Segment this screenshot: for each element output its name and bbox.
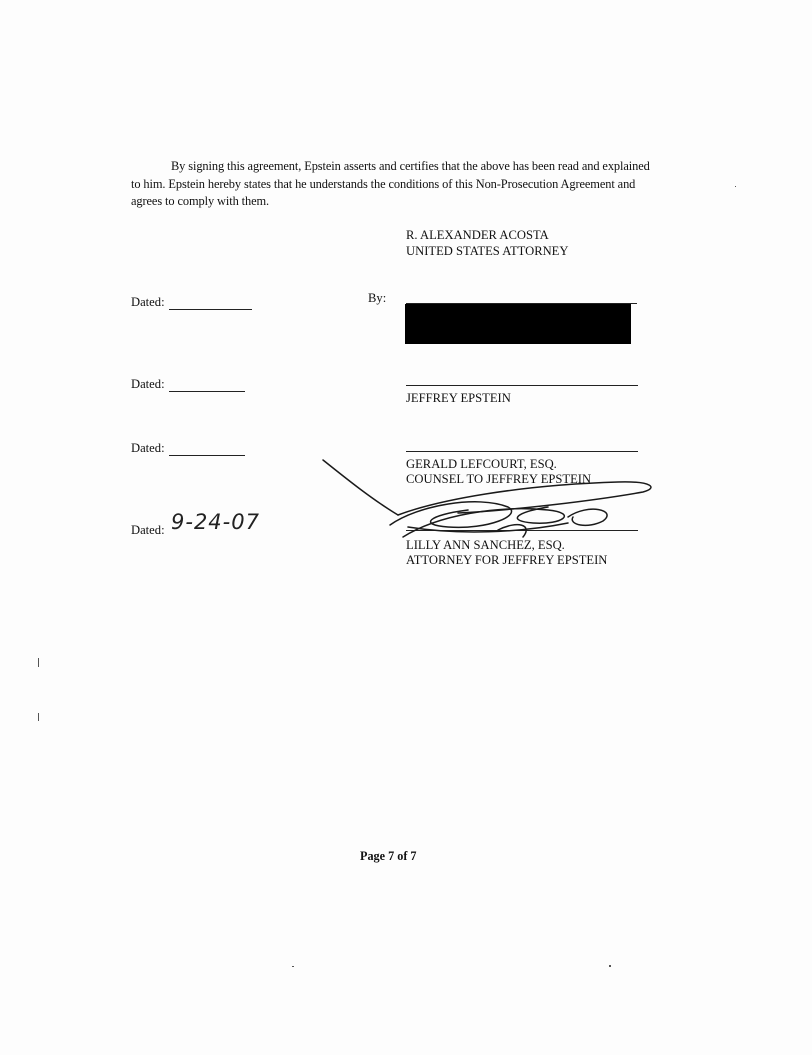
dated-text: Dated: xyxy=(131,441,165,455)
sanchez-name: LILLY ANN SANCHEZ, ESQ. xyxy=(406,538,565,552)
handwritten-date: 9-24-07 xyxy=(171,510,260,534)
date-blank-line xyxy=(169,443,245,456)
date-blank-line xyxy=(169,297,252,310)
us-attorney-title: UNITED STATES ATTORNEY xyxy=(406,244,569,258)
date-blank-line xyxy=(169,379,245,392)
paragraph-text: By signing this agreement, Epstein asserts and certifies that the above has been read and explained to him. Epstein hereby states that he understands the conditions of this Non-Prosecution Agreement and agrees to comply with them. xyxy=(131,159,650,208)
scan-artifact xyxy=(292,966,294,967)
sanchez-title: ATTORNEY FOR JEFFREY EPSTEIN xyxy=(406,553,608,567)
scan-artifact xyxy=(609,965,611,967)
us-attorney-name: R. ALEXANDER ACOSTA xyxy=(406,228,549,242)
scan-artifact xyxy=(38,713,39,721)
dated-label-3 xyxy=(131,441,245,456)
page-number: Page 7 of 7 xyxy=(360,849,417,863)
dated-text: Dated: xyxy=(131,523,165,537)
lefcourt-name: GERALD LEFCOURT, ESQ. xyxy=(406,457,557,471)
epstein-signature-line xyxy=(406,385,638,386)
dated-text: Dated: xyxy=(131,295,165,309)
dated-label-1 xyxy=(131,295,252,310)
scan-artifact xyxy=(38,658,39,667)
dated-label-4 xyxy=(131,523,165,538)
dated-label-2 xyxy=(131,377,245,392)
handwritten-signature xyxy=(318,455,663,555)
redaction-block xyxy=(405,304,631,344)
certification-paragraph xyxy=(131,158,651,211)
by-label: By: xyxy=(368,291,387,305)
scan-artifact xyxy=(735,186,736,187)
lefcourt-title: COUNSEL TO JEFFREY EPSTEIN xyxy=(406,472,592,486)
dated-text: Dated: xyxy=(131,377,165,391)
lefcourt-signature-line xyxy=(406,451,638,452)
epstein-name: JEFFREY EPSTEIN xyxy=(406,391,511,405)
